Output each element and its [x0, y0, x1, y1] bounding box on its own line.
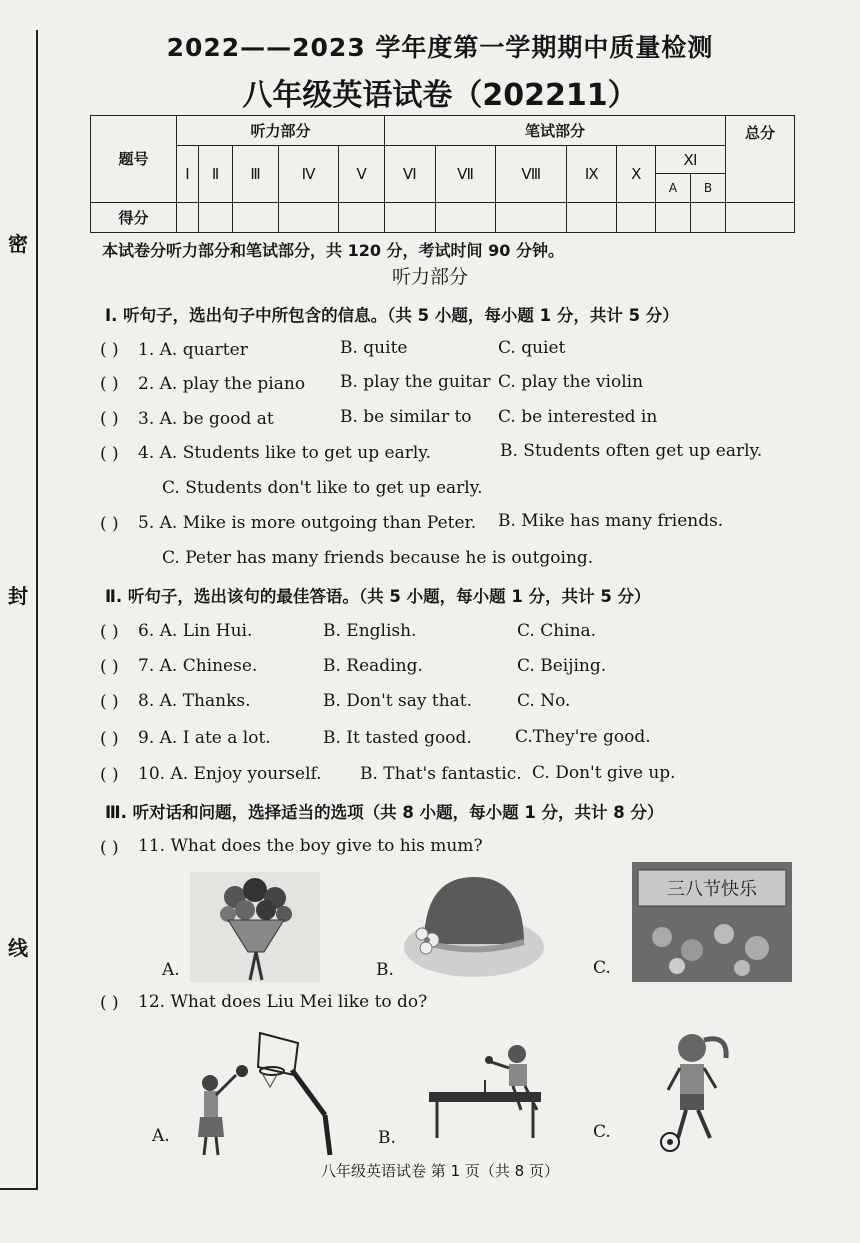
total-header: 总分	[726, 116, 795, 203]
score-cell[interactable]	[435, 202, 496, 232]
answer-blank-1[interactable]: ( )	[100, 340, 119, 360]
score-cell[interactable]	[496, 202, 567, 232]
score-table	[90, 115, 795, 233]
col-header-11b: B	[691, 174, 726, 202]
q12-label-a: A.	[152, 1126, 170, 1146]
margin-char-mi: 密	[8, 232, 28, 256]
hat-image	[402, 872, 547, 982]
exam-intro: 本试卷分听力部分和笔试部分，共 120 分，考试时间 90 分钟。	[102, 241, 564, 260]
score-cell[interactable]	[726, 202, 795, 232]
row-label-question-number: 题号	[91, 116, 177, 203]
flowers-bouquet-image	[190, 872, 320, 982]
ping-pong-image	[425, 1040, 555, 1140]
score-cell[interactable]	[385, 202, 436, 232]
q6-option-c: C. China.	[517, 621, 597, 641]
binding-line-bottom	[0, 1188, 38, 1190]
score-cell[interactable]	[656, 202, 691, 232]
q6-option-b: B. English.	[323, 621, 417, 641]
col-header-1: Ⅰ	[177, 146, 199, 202]
basketball-image	[180, 1025, 340, 1157]
q12-question: 12. What does Liu Mei like to do?	[138, 992, 428, 1012]
col-header-11a: A	[656, 174, 691, 202]
q10-option-b: B. That's fantastic.	[360, 764, 522, 784]
q11-label-b: B.	[376, 960, 394, 980]
score-cell[interactable]	[691, 202, 726, 232]
q8-option-a: 8. A. Thanks.	[138, 691, 251, 711]
group-written-header: 笔试部分	[385, 116, 726, 146]
section-2-heading: Ⅱ. 听句子，选出该句的最佳答语。（共 5 小题，每小题 1 分，共计 5 分）	[105, 587, 651, 606]
answer-blank-2[interactable]: ( )	[100, 374, 119, 394]
q4-option-c: C. Students don't like to get up early.	[162, 478, 483, 498]
col-header-6: Ⅵ	[385, 146, 436, 202]
col-header-5: Ⅴ	[339, 146, 385, 202]
q5-option-b: B. Mike has many friends.	[498, 511, 724, 531]
col-header-8: Ⅷ	[496, 146, 567, 202]
q11-label-c: C.	[593, 958, 611, 978]
soccer-girl-image	[650, 1028, 740, 1152]
answer-blank-10[interactable]: ( )	[100, 765, 119, 785]
q11-question: 11. What does the boy give to his mum?	[138, 836, 483, 856]
q12-label-c: C.	[593, 1122, 611, 1142]
q3-option-b: B. be similar to	[340, 407, 472, 427]
col-header-2: Ⅱ	[199, 146, 233, 202]
q12-label-b: B.	[378, 1128, 396, 1148]
score-cell[interactable]	[199, 202, 233, 232]
score-cell[interactable]	[177, 202, 199, 232]
q4-option-b: B. Students often get up early.	[500, 441, 763, 461]
score-cell[interactable]	[279, 202, 339, 232]
greeting-card-image	[632, 862, 792, 982]
col-header-4: Ⅳ	[279, 146, 339, 202]
answer-blank-7[interactable]: ( )	[100, 657, 119, 677]
listening-section-title: 听力部分	[391, 266, 468, 288]
col-header-10: Ⅹ	[617, 146, 656, 202]
q5-option-a: 5. A. Mike is more outgoing than Peter.	[138, 513, 477, 533]
q8-option-c: C. No.	[517, 691, 571, 711]
q5-option-c: C. Peter has many friends because he is outgoing.	[162, 548, 594, 568]
answer-blank-3[interactable]: ( )	[100, 409, 119, 429]
row-label-score: 得分	[91, 202, 177, 232]
exam-title-main: 八年级英语试卷（202211）	[242, 78, 638, 113]
col-header-7: Ⅶ	[435, 146, 496, 202]
q10-option-c: C. Don't give up.	[532, 763, 676, 783]
page-footer: 八年级英语试卷 第 1 页（共 8 页）	[321, 1162, 559, 1180]
answer-blank-4[interactable]: ( )	[100, 444, 119, 464]
score-cell[interactable]	[339, 202, 385, 232]
section-3-heading: Ⅲ. 听对话和问题，选择适当的选项（共 8 小题，每小题 1 分，共计 8 分）	[105, 803, 664, 822]
q1-option-a: 1. A. quarter	[138, 340, 248, 360]
q3-option-c: C. be interested in	[498, 407, 658, 427]
section-1-heading: Ⅰ. 听句子，选出句子中所包含的信息。（共 5 小题，每小题 1 分，共计 5 分）	[105, 306, 679, 325]
answer-blank-11[interactable]: ( )	[100, 838, 119, 858]
binding-line	[36, 30, 38, 1190]
q1-option-c: C. quiet	[498, 338, 566, 358]
q11-label-a: A.	[162, 960, 180, 980]
col-header-11: Ⅺ	[656, 146, 726, 174]
exam-title-year: 2022——2023 学年度第一学期期中质量检测	[166, 33, 714, 62]
q8-option-b: B. Don't say that.	[323, 691, 473, 711]
q6-option-a: 6. A. Lin Hui.	[138, 621, 253, 641]
score-cell[interactable]	[617, 202, 656, 232]
answer-blank-6[interactable]: ( )	[100, 622, 119, 642]
q9-option-c: C.They're good.	[515, 727, 651, 747]
answer-blank-5[interactable]: ( )	[100, 514, 119, 534]
q9-option-a: 9. A. I ate a lot.	[138, 728, 271, 748]
q2-option-b: B. play the guitar	[340, 372, 491, 392]
group-listening-header: 听力部分	[177, 116, 385, 146]
q2-option-c: C. play the violin	[498, 372, 644, 392]
q7-option-a: 7. A. Chinese.	[138, 656, 258, 676]
margin-char-feng: 封	[8, 584, 28, 608]
score-cell[interactable]	[567, 202, 617, 232]
q7-option-c: C. Beijing.	[517, 656, 607, 676]
q7-option-b: B. Reading.	[323, 656, 423, 676]
q10-option-a: 10. A. Enjoy yourself.	[138, 764, 322, 784]
margin-char-xian: 线	[8, 936, 28, 960]
q4-option-a: 4. A. Students like to get up early.	[138, 443, 432, 463]
q1-option-b: B. quite	[340, 338, 408, 358]
q3-option-a: 3. A. be good at	[138, 409, 274, 429]
card-greeting-text: 三八节快乐	[667, 879, 757, 900]
col-header-3: Ⅲ	[233, 146, 279, 202]
col-header-9: Ⅸ	[567, 146, 617, 202]
answer-blank-9[interactable]: ( )	[100, 729, 119, 749]
q2-option-a: 2. A. play the piano	[138, 374, 306, 394]
score-cell[interactable]	[233, 202, 279, 232]
answer-blank-8[interactable]: ( )	[100, 692, 119, 712]
q9-option-b: B. It tasted good.	[323, 728, 472, 748]
answer-blank-12[interactable]: ( )	[100, 993, 119, 1013]
